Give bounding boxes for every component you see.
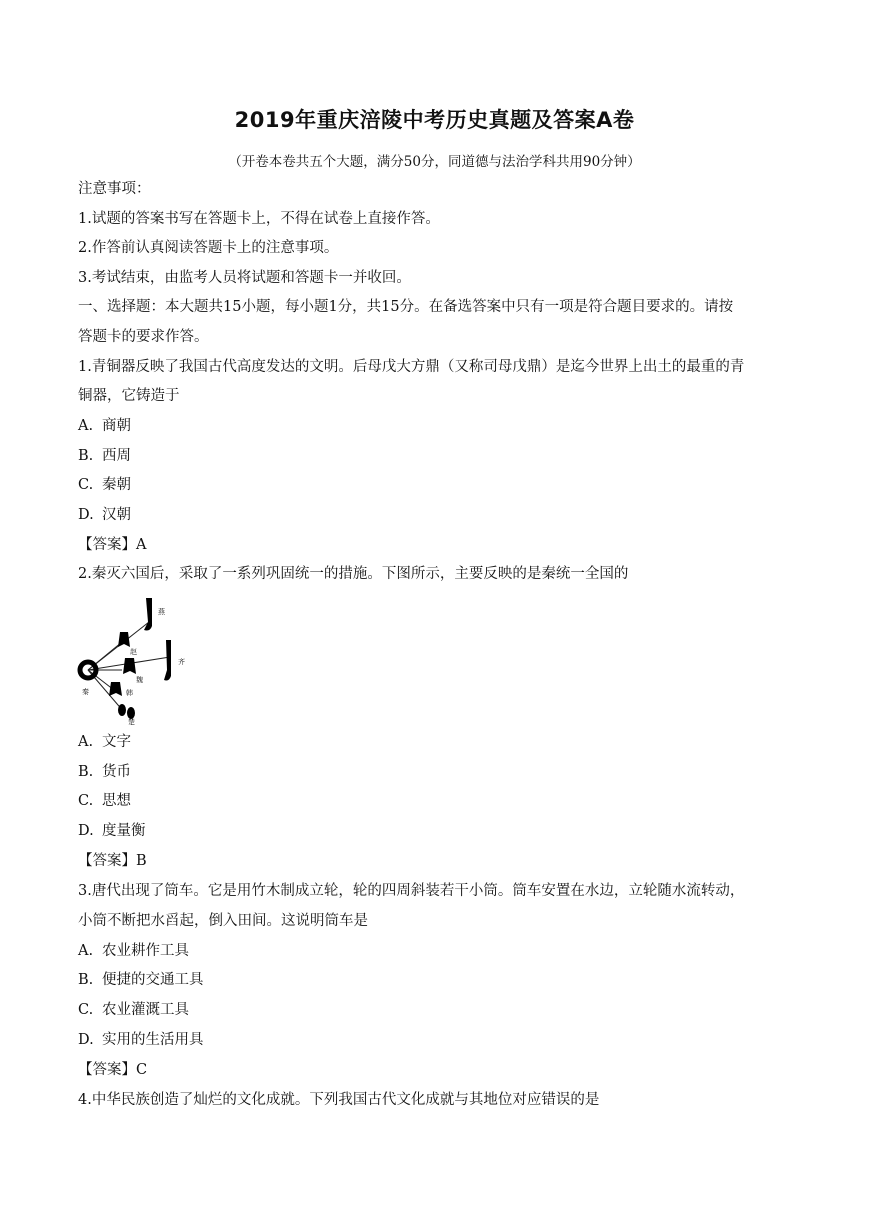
note-item: 3.考试结束，由监考人员将试题和答题卡一并收回。 [78, 270, 411, 286]
wei-spade-coin-shape [123, 658, 136, 674]
option-c [78, 1000, 798, 1020]
option-key: C. [78, 793, 94, 809]
option-key: A. [78, 734, 94, 750]
option-c [78, 791, 798, 811]
option-text: 农业灌溉工具 [102, 1002, 189, 1018]
question-stem: 1.青铜器反映了我国古代高度发达的文明。后母戊大方鼎（又称司母戊鼎）是迄今世界上出土的最重的青 [78, 359, 745, 375]
option-key: A. [78, 418, 94, 434]
option-text: 思想 [102, 793, 131, 809]
section-heading-cont: 答题卡的要求作答。 [78, 329, 209, 345]
option-text: 农业耕作工具 [102, 943, 189, 959]
option-key: C. [78, 1002, 94, 1018]
note-item: 2.作答前认真阅读答题卡上的注意事项。 [78, 240, 339, 256]
han-spade-coin-shape [109, 682, 122, 696]
label-wei: 魏 [136, 676, 143, 684]
option-text: 便捷的交通工具 [102, 972, 204, 988]
label-yan: 燕 [158, 608, 165, 616]
option-key: D. [78, 823, 94, 839]
answer-line: 【答案】C [78, 1062, 148, 1078]
label-han: 韩 [126, 689, 133, 697]
note-item: 1.试题的答案书写在答题卡上，不得在试卷上直接作答。 [78, 211, 440, 227]
option-key: A. [78, 943, 94, 959]
label-qi: 齐 [178, 658, 185, 666]
option-key: C. [78, 477, 94, 493]
option-a [78, 732, 798, 752]
question-stem-cont: 铜器，它铸造于 [78, 388, 180, 404]
question-stem-cont: 小筒不断把水舀起，倒入田间。这说明筒车是 [78, 913, 368, 929]
option-text: 货币 [102, 764, 131, 780]
option-text: 度量衡 [102, 823, 146, 839]
option-d [78, 821, 798, 841]
option-c [78, 475, 798, 495]
option-text: 汉朝 [102, 507, 131, 523]
qi-knife-coin-shape [164, 640, 171, 681]
option-text: 实用的生活用具 [102, 1032, 204, 1048]
label-qin: 秦 [82, 688, 89, 696]
unified-currency-figure [74, 592, 194, 730]
page-title: 2019年重庆涪陵中考历史真题及答案A卷 [234, 108, 635, 132]
option-text: 文字 [102, 734, 131, 750]
answer-line: 【答案】B [78, 853, 147, 869]
option-key: D. [78, 507, 94, 523]
section-heading: 一、选择题：本大题共15小题，每小题1分，共15分。在备选答案中只有一项是符合题目要求的。请按 [78, 299, 734, 315]
notes-heading: 注意事项： [78, 181, 151, 197]
question-stem: 2.秦灭六国后，采取了一系列巩固统一的措施。下图所示，主要反映的是秦统一全国的 [78, 566, 629, 582]
answer-line: 【答案】A [78, 537, 147, 553]
option-key: B. [78, 448, 94, 464]
option-b [78, 970, 798, 990]
label-zhao: 赵 [130, 648, 137, 656]
option-d [78, 505, 798, 525]
chu-antnose-coin-shape [118, 704, 126, 716]
page-subtitle: （开卷本卷共五个大题，满分50分，同道德与法治学科共用90分钟） [228, 154, 641, 170]
question-stem: 3.唐代出现了筒车。它是用竹木制成立轮，轮的四周斜装若干小筒。筒车安置在水边，立轮随水流转动， [78, 883, 745, 899]
zhao-spade-coin-shape [118, 632, 130, 647]
option-a [78, 941, 798, 961]
option-text: 商朝 [102, 418, 131, 434]
option-key: B. [78, 972, 94, 988]
option-text: 西周 [102, 448, 131, 464]
question-stem: 4.中华民族创造了灿烂的文化成就。下列我国古代文化成就与其地位对应错误的是 [78, 1092, 600, 1108]
label-chu: 楚 [128, 718, 135, 726]
option-b [78, 762, 798, 782]
option-b [78, 446, 798, 466]
option-key: D. [78, 1032, 94, 1048]
option-key: B. [78, 764, 94, 780]
option-d [78, 1030, 798, 1050]
option-a [78, 416, 798, 436]
option-text: 秦朝 [102, 477, 131, 493]
